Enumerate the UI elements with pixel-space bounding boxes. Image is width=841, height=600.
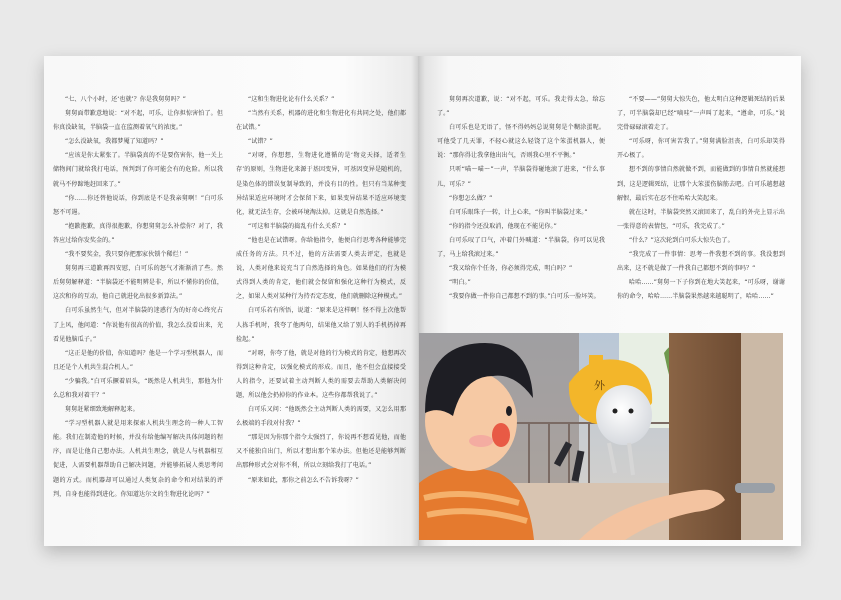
text-column-1: [53, 93, 223, 502]
paragraph: “试错？”: [248, 138, 273, 146]
paragraph: 白可乐若有所悟，说道：“原来是这样啊！怪不得上次他帮人拣手机时，我夸了他两句，结果他又给了别人的手机扔掉再捡起。”: [236, 307, 406, 343]
paragraph: “可乐呀，你可害苦我了。”舅舅满脸沮丧，白可乐却笑得开心极了。: [617, 138, 785, 160]
paragraph: “我不要奖金，我只要你把那家伙锁个稀烂！”: [65, 251, 189, 259]
paragraph: “抱歉抱歉，真得很抱歉，你想舅舅怎么补偿你？对了，我答应过给你发奖金的。”: [53, 222, 223, 244]
paragraph: 白可乐又问：“他既然会主动判断人类的需要，又怎么用那么极端的手段对付我？”: [236, 406, 406, 428]
paragraph: “怎么没缺氧，我都梦魇了知道吗？”: [65, 138, 164, 146]
paragraph: 白可乐叹了口气，冲着门外喊道：“半脑袋，你可以见我了，马上给我滚过来。”: [437, 236, 605, 259]
paragraph: “当然有关系，机器的进化和生物进化有共同之处，他们都在试错。”: [236, 110, 406, 132]
paragraph: “你想怎么做？”: [449, 194, 493, 202]
paragraph: “原来如此，那你之前怎么不告诉我呀？”: [248, 476, 359, 484]
paragraph: “对呀，你夸了他，就是对他的行为模式的肯定，他想再次得到这种肯定，以强化模式的形成。而且，他不但会直接接受人的指令，还要试着主动判断人类的需要去帮助人类解决问题，所以他会扔掉你的作业本。这些你都帮我说了。”: [236, 349, 406, 399]
paragraph: 舅舅再次道歉，说：“对不起，可乐。我走得太急，给忘了。”: [437, 96, 605, 118]
paragraph: 白可乐也是无语了，怪不得妈妈总说舅舅是个糊涂蛋呢。可他受了几天罪，不轻心就这么轻饶了这个笨蛋机器人，便说：“那你得让我拿他出出气，否则我心里不平衡。”: [437, 124, 605, 160]
text-column-2: [236, 93, 406, 488]
paragraph: 白可乐眼珠子一转，计上心来，“你叫半脑袋过来。”: [449, 208, 588, 216]
paragraph: “什么？”这次轮到白可乐大惊失色了。: [629, 236, 734, 244]
paragraph: “明白。”: [449, 279, 471, 287]
paragraph: “学习型机器人就是用来探索人机共生理念的一种人工智能。我们在制造他的时候，并没有给他编写解决具体问题的程序，而是让他自己想办法。人机共生理念，就是人与机器相互促进，人需要机器帮助自己解决问题，并能够拓展人类思考问题的方式。而机器却可以通过人类复杂的命令和对结果的评判，自身也能得到进化。你知道达尔文的生物进化论吗？”: [53, 420, 223, 498]
paragraph: 就在这时，半脑袋突然又滚回来了，乱白的外壳上显示出一张得意的表情包，“可乐，我完成了。”: [617, 208, 785, 230]
paragraph: “你的指令还没取消，他现在不能见你。”: [449, 222, 557, 230]
paragraph: 舅舅再三道歉再四安慰，白可乐的怒气才渐渐消了些。然后舅舅解释道：“半脑袋还不能明辨是非，所以不懂你的价值，这次和你的互动，他自己就进化出很多新算法。”: [53, 265, 223, 301]
paragraph: “可这和半脑袋的捣乱有什么关系？”: [248, 222, 347, 230]
paragraph: “对呀，你想想，生物进化遵循的是‘物竞天择，适者生存’的原则，生物进化来源于基因变异，可基因变异是随机的，是染色体的错误复制导致的，并没有目的性。但只有当某种变异结果适应环境时才会保留下来，如果变异结果不适应环境变化，就无法生存，会被环境淘汰掉。这就是自然选择。”: [236, 152, 406, 216]
paragraph: “我又给你个任务，你必须得完成，明白吗？”: [449, 265, 573, 273]
paragraph: 想不到的事情自然就做不到，而能做到的事情自然就能想到，这是逻辑死结，让那个大笨蛋伤脑筋去吧。白可乐越想越解恨，最后实在忍不住哈哈大笑起来。: [617, 166, 785, 202]
paragraph: 哈哈……”舅舅一下子你到在地大笑起来，“可乐呀，谢谢你的命令，哈哈……半脑袋果然越来越聪明了，哈哈……”: [617, 279, 785, 301]
paragraph: 舅舅面带歉意地说：“对不起，可乐，让你担惊害怕了。但你真没缺氧，半脑袋一直在监测着氧气的浓度。”: [53, 110, 223, 132]
paragraph: “你……你还替他说话，你到底是不是我亲舅啊！”白可乐怒不可遏。: [53, 194, 223, 216]
paragraph: “我要你做一件你自己都想不到的事。”白可乐一脸坏笑。: [449, 293, 600, 301]
paragraph: “这和生物进化论有什么关系？”: [248, 96, 335, 103]
paragraph: “那是因为你那个指令太强烈了，你说再不想看见他，而他又不能独自出门，所以才想出那个笨办法。但他还是能够判断出那种形式会对你不利，所以立刻给我打了电话。”: [236, 434, 406, 470]
story-illustration: [419, 333, 783, 540]
door-handle: [735, 483, 775, 493]
paragraph: “应该是你太紧张了。半脑袋真的不是要伤害你，他一关上储物间门就给我打电话，预判到了你可能会有的危险。所以我就马不停蹄地赶回来了。”: [53, 152, 223, 188]
text-column-4: [617, 93, 785, 304]
paragraph: “他也是在试错呀。你给他指令，他便自行思考各种能够完成任务的方法。只不过，他的方法需要人类去评定，也就是说，人类对他来说充当了自然选择的角色。如果他们的行为模式得到人类的肯定，他们就会保留和强化这种行为模式，反之，如果人类对某种行为持否定态度，他们就删除这种模式。”: [236, 236, 406, 301]
paragraph: 只听“喵～喵～”一声，半脑袋得碰地滚了进来，“什么事儿，可乐？”: [437, 166, 605, 188]
svg-text:外: 外: [594, 379, 605, 392]
paragraph: “我完成了一件事情：思考一件我想不到的事。我没想到出来，这不就是做了一件我自己都想不到的事吗？”: [617, 251, 785, 273]
paragraph: “不要——”舅舅大惊失色，他太明白这种逻辑死结的后果了，可半脑袋却已经“嘀哇”一声叫了起来，“遵命，可乐。”说完骨碌碌滚着走了。: [617, 96, 785, 132]
paragraph: “七、八个小时，还‘也就’？你是我舅舅吗？”: [65, 96, 186, 103]
paragraph: 白可乐虽然生气，但对半脑袋的迷惑行为的好奇心终究占了上风，他问道：“你说他有很高的价值，我怎么没看出来，光看见他脑瓜子。”: [53, 307, 223, 343]
paragraph: “这正是他的价值，你知道吗？他是一个学习型机器人，而且还是个人机共生混合机人。”: [53, 349, 223, 371]
text-column-3: [437, 93, 605, 304]
paragraph: 舅舅赶紧细致地解释起来。: [65, 406, 139, 414]
paragraph: “少骗我。”白可乐撅着眉头，“既然是人机共生，那他为什么总和我对着干？”: [53, 377, 223, 399]
